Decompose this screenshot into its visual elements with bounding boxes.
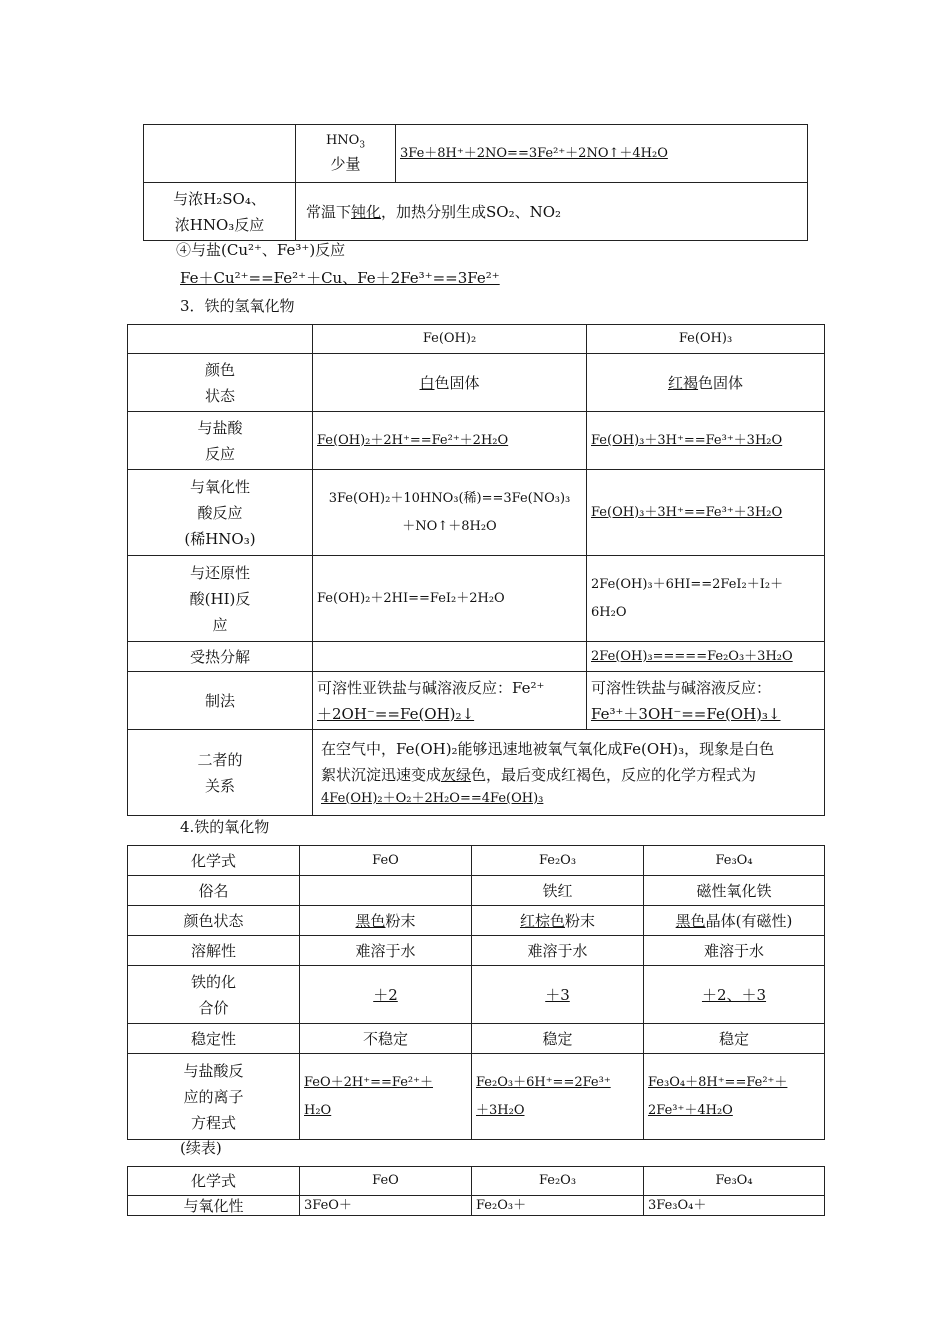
hyd-rel-label-1: 二者的 <box>197 750 243 769</box>
ox-sol-feo: 难溶于水 <box>300 936 472 966</box>
ox-color-fe2o3 <box>472 906 644 936</box>
conc-acid-label-line2: 浓HNO₃反应 <box>174 215 265 234</box>
ox-val-label-2: 合价 <box>198 998 229 1017</box>
ox-stab-label: 稳定性 <box>128 1024 300 1054</box>
hyd-head-fe3: Fe(OH)₃ <box>587 325 825 354</box>
hyd-prep-fe2-2: ＋2OH⁻==Fe(OH)₂↓ <box>317 704 475 723</box>
hyd-color-label-2: 状态 <box>204 386 235 405</box>
reagent-sub: 3 <box>359 140 366 151</box>
cont-row-feo: 3FeO＋ <box>300 1196 472 1216</box>
conc-acid-label <box>144 183 296 241</box>
hno3-reaction-table <box>143 124 808 241</box>
hyd-heat-label: 受热分解 <box>128 642 313 672</box>
hyd-hcl-label-1: 与盐酸 <box>197 418 243 437</box>
ox-ion-fe2o3-2: ＋3H₂O <box>476 1102 525 1118</box>
hyd-color-fe3-key: 红褐 <box>667 373 698 392</box>
hyd-hcl-label-2: 反应 <box>204 444 235 463</box>
section3-title: 3．铁的氢氧化物 <box>180 297 295 315</box>
hyd-hcl-fe2: Fe(OH)₂＋2H⁺==Fe²⁺＋2H₂O <box>313 412 587 470</box>
oxide-table <box>127 845 825 1140</box>
hyd-ox-fe2-2: ＋NO↑＋8H₂O <box>402 518 497 534</box>
ox-color-feo-key: 黑色 <box>355 911 386 930</box>
hyd-color-label <box>128 354 313 412</box>
ox-name-fe2o3: 铁红 <box>472 876 644 906</box>
hyd-rel-line2-a: 絮状沉淀迅速变成 <box>321 765 442 784</box>
ox-val-label <box>128 966 300 1024</box>
ox-color-fe2o3-key: 红棕色 <box>519 911 565 930</box>
ox-color-feo-rest: 粉末 <box>385 911 416 930</box>
hyd-prep-fe3 <box>587 672 825 730</box>
ox-stab-feo: 不稳定 <box>300 1024 472 1054</box>
cont-row-label: 与氧化性 <box>128 1196 300 1216</box>
hyd-ox-label <box>128 470 313 556</box>
ox-stab-fe3o4: 稳定 <box>644 1024 825 1054</box>
hyd-rel-line2 <box>321 762 820 788</box>
conc-acid-label-line1: 与浓H₂SO₄、 <box>173 189 266 208</box>
hyd-ox-fe3: Fe(OH)₃＋3H⁺==Fe³⁺＋3H₂O <box>587 470 825 556</box>
hydroxide-table <box>127 324 825 816</box>
ox-val-feo: ＋2 <box>300 966 472 1024</box>
ox-color-label: 颜色状态 <box>128 906 300 936</box>
cont-head-fe2o3: Fe₂O₃ <box>472 1167 644 1196</box>
ox-stab-fe2o3: 稳定 <box>472 1024 644 1054</box>
ox-val-label-1: 铁的化 <box>190 972 236 991</box>
hyd-ox-fe2 <box>313 470 587 556</box>
hyd-ox-label-2: 酸反应 <box>197 503 243 522</box>
ox-head-formula: 化学式 <box>128 846 300 876</box>
ox-val-fe2o3: ＋3 <box>472 966 644 1024</box>
hyd-rel-line1: 在空气中，Fe(OH)₂能够迅速地被氧气氧化成Fe(OH)₃，现象是白色 <box>321 739 775 758</box>
passivation-a: 常温下 <box>306 202 352 221</box>
passivation-text <box>296 183 808 241</box>
ox-ion-label-2: 应的离子 <box>183 1087 244 1106</box>
cont-row-fe2o3: Fe₂O₃＋ <box>472 1196 644 1216</box>
passivation-c: ，加热分别生成SO₂、NO₂ <box>381 202 562 221</box>
hyd-ox-label-3: (稀HNO₃) <box>184 529 256 548</box>
ox-ion-feo-2: H₂O <box>304 1102 332 1118</box>
ox-ion-label-1: 与盐酸反 <box>183 1061 244 1080</box>
ox-color-fe3o4-rest: 晶体(有磁性) <box>705 911 793 930</box>
hyd-ox-fe2-1: 3Fe(OH)₂＋10HNO₃(稀)==3Fe(NO₃)₃ <box>328 490 571 506</box>
ox-sol-fe3o4: 难溶于水 <box>644 936 825 966</box>
ox-sol-fe2o3: 难溶于水 <box>472 936 644 966</box>
hyd-heat-fe2 <box>313 642 587 672</box>
ox-sol-label: 溶解性 <box>128 936 300 966</box>
cont-head-fe3o4: Fe₃O₄ <box>644 1167 825 1196</box>
hyd-heat-fe3: 2Fe(OH)₃=====Fe₂O₃＋3H₂O <box>587 642 825 672</box>
hyd-relationship <box>313 730 825 816</box>
hyd-hcl-fe3: Fe(OH)₃＋3H⁺==Fe³⁺＋3H₂O <box>587 412 825 470</box>
ox-ion-label-3: 方程式 <box>190 1113 236 1132</box>
ox-name-label: 俗名 <box>128 876 300 906</box>
ox-color-fe3o4-key: 黑色 <box>675 911 706 930</box>
hyd-color-fe3-rest: 色固体 <box>698 373 744 392</box>
hyd-rel-label <box>128 730 313 816</box>
hyd-prep-fe2-1: 可溶性亚铁盐与碱溶液反应：Fe²⁺ <box>317 678 545 697</box>
ox-head-feo: FeO <box>300 846 472 876</box>
ox-ion-fe2o3 <box>472 1054 644 1140</box>
hyd-rel-line2-key: 灰绿 <box>441 765 472 784</box>
hyd-red-fe2: Fe(OH)₂＋2HI==FeI₂＋2H₂O <box>313 556 587 642</box>
hyd-rel-line2-b: 色，最后变成红褐色，反应的化学方程式为 <box>471 765 757 784</box>
ox-name-feo <box>300 876 472 906</box>
hyd-prep-fe3-2: Fe³⁺＋3OH⁻==Fe(OH)₃↓ <box>591 704 781 723</box>
hyd-head-fe2: Fe(OH)₂ <box>313 325 587 354</box>
cont-head-formula: 化学式 <box>128 1167 300 1196</box>
hyd-red-label <box>128 556 313 642</box>
hyd-red-fe3-2: 6H₂O <box>591 604 627 620</box>
reagent-bottom: 少量 <box>330 154 361 173</box>
hyd-red-label-1: 与还原性 <box>189 563 250 582</box>
hno3-dilute-equation: 3Fe＋8H⁺＋2NO==3Fe²⁺＋2NO↑＋4H₂O <box>396 125 808 183</box>
ox-head-fe2o3: Fe₂O₃ <box>472 846 644 876</box>
ox-color-feo <box>300 906 472 936</box>
hyd-color-fe2-key: 白 <box>419 373 435 392</box>
ox-ion-fe3o4 <box>644 1054 825 1140</box>
ox-color-fe2o3-rest: 粉末 <box>565 911 596 930</box>
ox-ion-feo <box>300 1054 472 1140</box>
hyd-rel-line3: 4Fe(OH)₂＋O₂＋2H₂O==4Fe(OH)₃ <box>321 790 544 806</box>
hyd-red-fe3-1: 2Fe(OH)₃＋6HI==2FeI₂＋I₂＋ <box>591 576 784 592</box>
salt-equation: Fe＋Cu²⁺==Fe²⁺＋Cu、Fe＋2Fe³⁺==3Fe²⁺ <box>180 269 500 287</box>
ox-ion-fe3o4-2: 2Fe³⁺＋4H₂O <box>648 1102 733 1118</box>
hyd-color-fe3 <box>587 354 825 412</box>
hyd-hcl-label <box>128 412 313 470</box>
hyd-prep-label: 制法 <box>128 672 313 730</box>
hyd-rel-label-2: 关系 <box>204 776 235 795</box>
hyd-red-label-3: 应 <box>212 615 228 634</box>
hyd-prep-fe3-1: 可溶性铁盐与碱溶液反应： <box>591 678 772 697</box>
cont-row-fe3o4: 3Fe₃O₄＋ <box>644 1196 825 1216</box>
section4-title: 4.铁的氧化物 <box>180 818 270 836</box>
ox-ion-fe2o3-1: Fe₂O₃＋6H⁺==2Fe³⁺ <box>476 1074 611 1090</box>
ox-ion-fe3o4-1: Fe₃O₄＋8H⁺==Fe²⁺＋ <box>648 1074 788 1090</box>
hyd-color-fe2-rest: 色固体 <box>434 373 480 392</box>
hyd-color-label-1: 颜色 <box>204 360 235 379</box>
ox-ion-feo-1: FeO＋2H⁺==Fe²⁺＋ <box>304 1074 433 1090</box>
hyd-prep-fe2 <box>313 672 587 730</box>
oxide-continued-table <box>127 1166 825 1216</box>
ox-ion-label <box>128 1054 300 1140</box>
reagent-top: HNO <box>325 132 360 148</box>
ox-val-fe3o4: ＋2、＋3 <box>644 966 825 1024</box>
cont-head-feo: FeO <box>300 1167 472 1196</box>
hyd-red-fe3 <box>587 556 825 642</box>
passivation-keyword: 钝化 <box>351 202 382 221</box>
hyd-color-fe2 <box>313 354 587 412</box>
ox-color-fe3o4 <box>644 906 825 936</box>
reagent-cell <box>296 125 396 183</box>
hyd-ox-label-1: 与氧化性 <box>189 477 250 496</box>
salt-heading: ④与盐(Cu²⁺、Fe³⁺)反应 <box>176 241 346 259</box>
empty-cell <box>144 125 296 183</box>
ox-head-fe3o4: Fe₃O₄ <box>644 846 825 876</box>
hyd-head-empty <box>128 325 313 354</box>
hyd-red-label-2: 酸(HI)反 <box>189 589 251 608</box>
continued-label: (续表) <box>180 1139 222 1157</box>
ox-name-fe3o4: 磁性氧化铁 <box>644 876 825 906</box>
